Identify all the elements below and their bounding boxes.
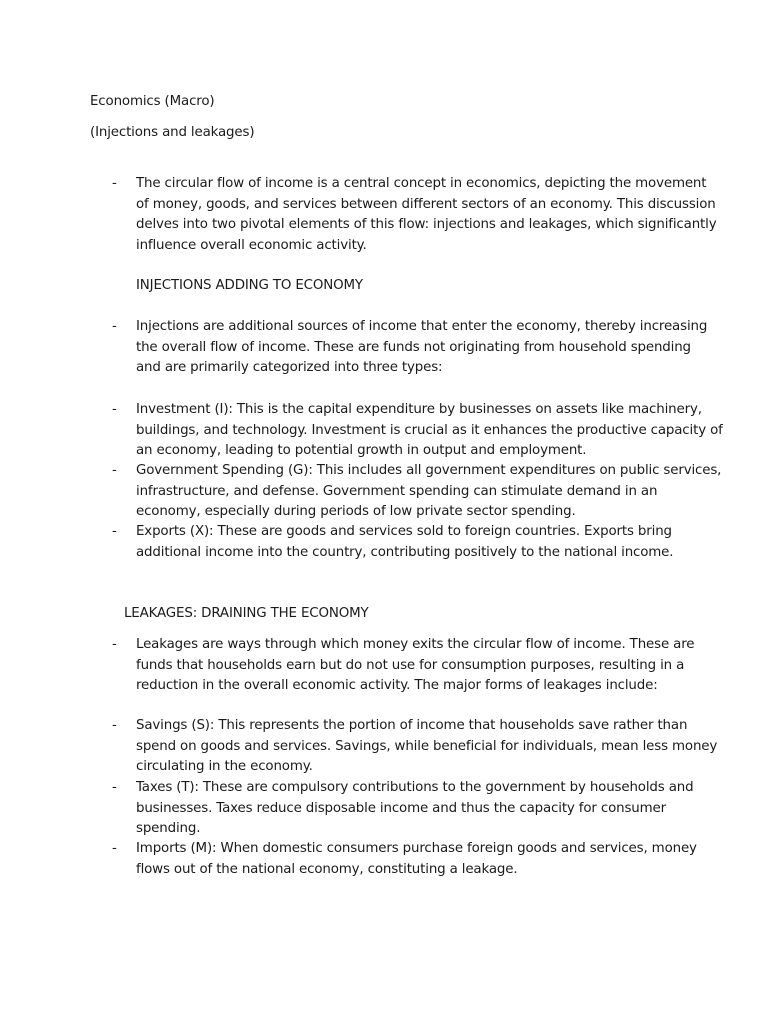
bullet-dash: - (112, 402, 117, 417)
text-line: of money, goods, and services between different sectors of an economy. This discussion (136, 196, 716, 212)
bullet-dash: - (112, 319, 117, 334)
text-line: buildings, and technology. Investment is crucial as it enhances the productive capacity of (136, 422, 723, 438)
text-line: the overall flow of income. These are funds not originating from household spending (136, 339, 691, 355)
text-line: funds that households earn but do not use for consumption purposes, resulting in a (136, 657, 685, 673)
text-line: Taxes (T): These are compulsory contributions to the government by households and (136, 780, 694, 795)
text-line: economy, especially during periods of low private sector spending. (136, 504, 576, 520)
text-line: reduction in the overall economic activity. The major forms of leakages include: (136, 678, 658, 694)
text-line: spending. (136, 821, 201, 837)
bullet-dash: - (112, 637, 117, 652)
text-line: Injections are additional sources of income that enter the economy, thereby increasing (136, 319, 708, 334)
bullet-dash: - (112, 176, 117, 191)
intro-paragraph (136, 174, 717, 256)
investment-item (136, 400, 723, 462)
text-line: Savings (S): This represents the portion of income that households save rather than (136, 718, 688, 733)
imports-item (136, 839, 696, 880)
text-line: Exports (X): These are goods and services sold to foreign countries. Exports bring (136, 524, 672, 539)
text-line: additional income into the country, contributing positively to the national income. (136, 544, 674, 560)
bullet-dash: - (112, 718, 117, 733)
text-line: an economy, leading to potential growth in output and employment. (136, 443, 587, 459)
text-line: Investment (I): This is the capital expenditure by businesses on assets like machinery, (136, 402, 702, 417)
injections-heading: INJECTIONS ADDING TO ECONOMY (136, 278, 363, 293)
taxes-item (136, 778, 696, 840)
bullet-dash: - (112, 463, 117, 478)
text-line: circulating in the economy. (136, 759, 313, 775)
exports-item (136, 522, 696, 563)
text-line: infrastructure, and defense. Government spending can stimulate demand in an (136, 483, 658, 499)
doc-title: Economics (Macro) (90, 94, 215, 109)
bullet-dash: - (112, 780, 117, 795)
text-line: Leakages are ways through which money exits the circular flow of income. These are (136, 637, 695, 652)
leakages-intro-paragraph (136, 635, 696, 697)
injections-intro-paragraph (136, 317, 708, 379)
doc-subtitle: (Injections and leakages) (90, 125, 255, 140)
savings-item (136, 716, 718, 778)
text-line: delves into two pivotal elements of this flow: injections and leakages, which significantly (136, 217, 717, 233)
text-line: spend on goods and services. Savings, while beneficial for individuals, mean less money (136, 738, 718, 754)
bullet-dash: - (112, 524, 117, 539)
text-line: The circular flow of income is a central concept in economics, depicting the movement (136, 176, 707, 191)
bullet-dash: - (112, 841, 117, 856)
text-line: Government Spending (G): This includes all government expenditures on public services, (136, 463, 722, 478)
text-line: and are primarily categorized into three types: (136, 360, 443, 376)
government-item (136, 461, 722, 523)
text-line: Imports (M): When domestic consumers purchase foreign goods and services, money (136, 841, 697, 856)
leakages-heading: LEAKAGES: DRAINING THE ECONOMY (124, 606, 369, 621)
text-line: influence overall economic activity. (136, 237, 367, 253)
text-line: businesses. Taxes reduce disposable income and thus the capacity for consumer (136, 800, 666, 816)
text-line: flows out of the national economy, constituting a leakage. (136, 861, 518, 877)
